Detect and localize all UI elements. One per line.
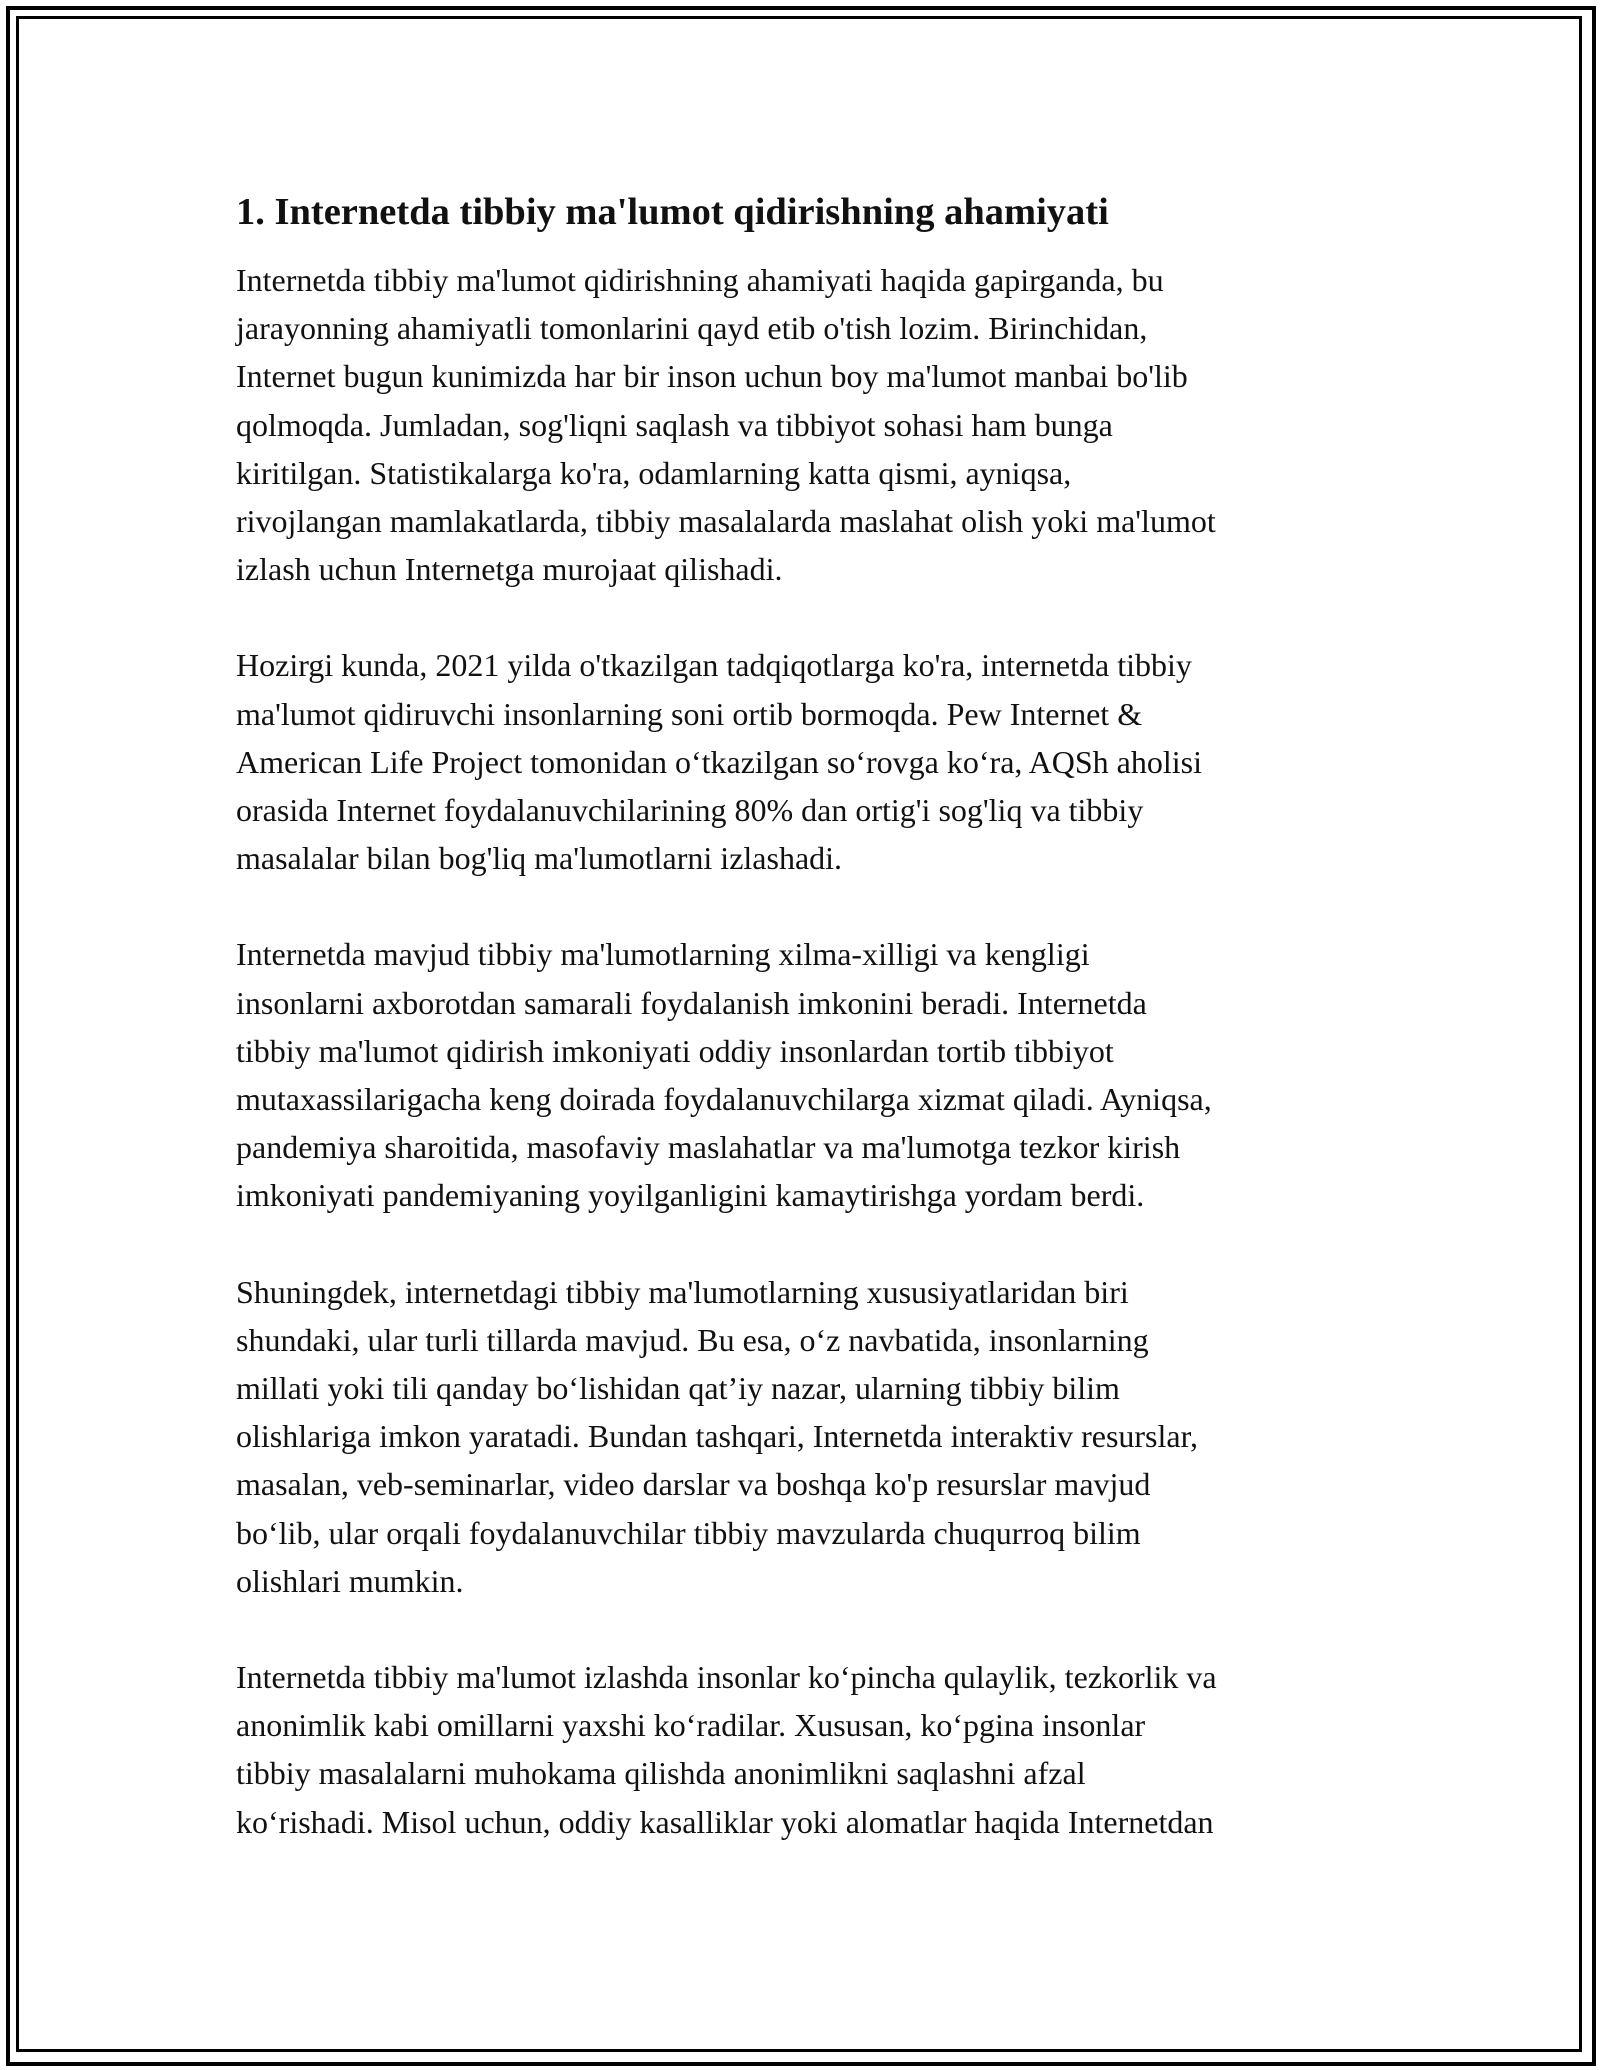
paragraph-5 <box>236 1653 1386 1846</box>
text-line: Hozirgi kunda, 2021 yilda o'tkazilgan tadqiqotlarga ko'ra, internetda tibbiy <box>236 647 1192 684</box>
text-line: olishlari mumkin. <box>236 1562 464 1599</box>
paragraph-1 <box>236 256 1386 593</box>
text-line: Internetda tibbiy ma'lumot izlashda insonlar ko‘pincha qulaylik, tezkorlik va <box>236 1659 1217 1696</box>
document-body <box>236 188 1386 1894</box>
text-line: jarayonning ahamiyatli tomonlarini qayd etib o'tish lozim. Birinchidan, <box>236 310 1148 347</box>
text-line: orasida Internet foydalanuvchilarining 80% dan ortig'i sog'liq va tibbiy <box>236 792 1144 829</box>
text-line: American Life Project tomonidan o‘tkazilgan so‘rovga ko‘ra, AQSh aholisi <box>236 743 1202 780</box>
text-line: millati yoki tili qanday bo‘lishidan qat’iy nazar, ularning tibbiy bilim <box>236 1370 1120 1407</box>
text-line: masalan, veb-seminarlar, video darslar va boshqa ko'p resurslar mavjud <box>236 1466 1151 1503</box>
text-line: imkoniyati pandemiyaning yoyilganligini kamaytirishga yordam berdi. <box>236 1177 1145 1214</box>
text-line: bo‘lib, ular orqali foydalanuvchilar tibbiy mavzularda chuqurroq bilim <box>236 1514 1141 1551</box>
text-line: masalalar bilan bog'liq ma'lumotlarni izlashadi. <box>236 840 843 877</box>
text-line: tibbiy masalalarni muhokama qilishda anonimlikni saqlashni afzal <box>236 1755 1086 1792</box>
text-line: anonimlik kabi omillarni yaxshi ko‘radilar. Xususan, ko‘pgina insonlar <box>236 1707 1146 1744</box>
text-line: izlash uchun Internetga murojaat qilishadi. <box>236 551 783 588</box>
text-line: qolmoqda. Jumladan, sog'liqni saqlash va tibbiyot sohasi ham bunga <box>236 406 1113 443</box>
text-line: ma'lumot qidiruvchi insonlarning soni ortib bormoqda. Pew Internet & <box>236 695 1143 732</box>
text-line: kiritilgan. Statistikalarga ko'ra, odamlarning katta qismi, ayniqsa, <box>236 454 1072 491</box>
text-line: shundaki, ular turli tillarda mavjud. Bu esa, o‘z navbatida, insonlarning <box>236 1321 1149 1358</box>
text-line: Internetda mavjud tibbiy ma'lumotlarning xilma-xilligi va kengligi <box>236 936 1090 973</box>
paragraph-4 <box>236 1268 1386 1605</box>
text-line: ko‘rishadi. Misol uchun, oddiy kasalliklar yoki alomatlar haqida Internetdan <box>236 1803 1214 1840</box>
text-line: insonlarni axborotdan samarali foydalanish imkonini beradi. Internetda <box>236 984 1147 1021</box>
paragraph-3 <box>236 930 1386 1219</box>
paragraph-2 <box>236 641 1386 882</box>
text-line: Internetda tibbiy ma'lumot qidirishning ahamiyati haqida gapirganda, bu <box>236 262 1164 298</box>
text-line: mutaxassilarigacha keng doirada foydalanuvchilarga xizmat qiladi. Ayniqsa, <box>236 1081 1212 1118</box>
text-line: Internet bugun kunimizda har bir inson uchun boy ma'lumot manbai bo'lib <box>236 358 1188 395</box>
text-line: rivojlangan mamlakatlarda, tibbiy masalalarda maslahat olish yoki ma'lumot <box>236 503 1216 540</box>
text-line: olishlariga imkon yaratadi. Bundan tashqari, Internetda interaktiv resurslar, <box>236 1418 1198 1455</box>
section-heading: 1. Internetda tibbiy ma'lumot qidirishning ahamiyati <box>236 191 1109 233</box>
text-line: pandemiya sharoitida, masofaviy maslahatlar va ma'lumotga tezkor kirish <box>236 1129 1181 1166</box>
text-line: tibbiy ma'lumot qidirish imkoniyati oddiy insonlardan tortib tibbiyot <box>236 1032 1114 1069</box>
text-line: Shuningdek, internetdagi tibbiy ma'lumotlarning xususiyatlaridan biri <box>236 1273 1129 1310</box>
